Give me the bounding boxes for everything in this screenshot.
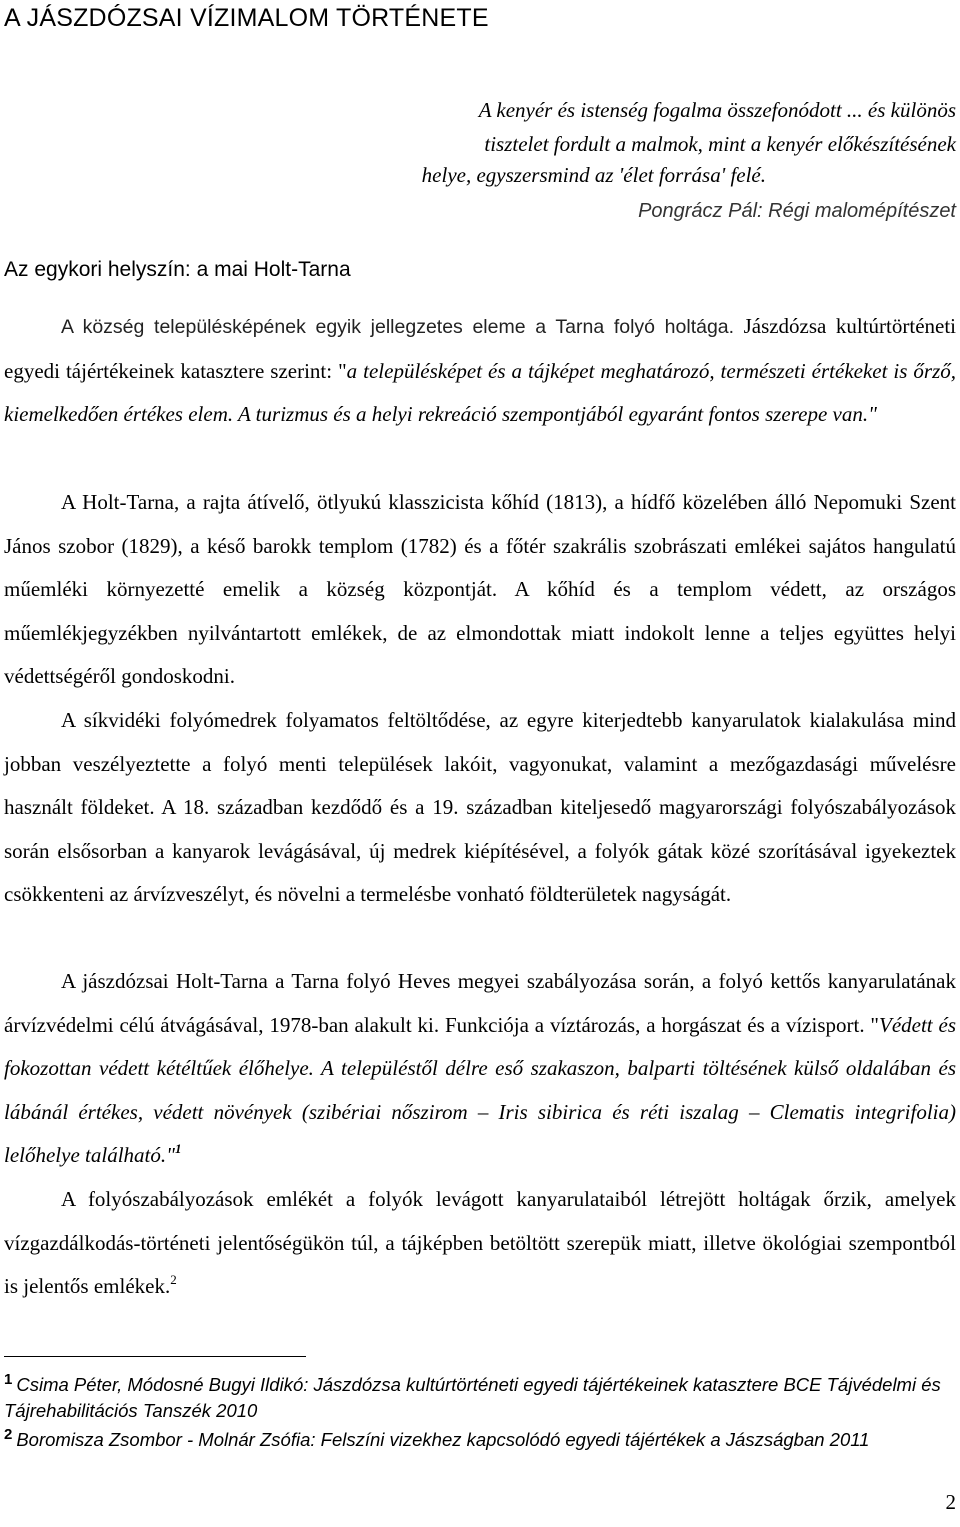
footnote-1-text: Csima Péter, Módosné Bugyi Ildikó: Jászdózsa kultúrtörténeti egyedi tájértékeinek katasztere BCE Tájvédelmi és Tájrehabilitációs Tanszék 2010 <box>4 1374 941 1421</box>
paragraph-5-text: A folyószabályozások emlékét a folyók levágott kanyarulataiból létrejött holtágak őrzik, amelyek vízgazdálkodás-történeti jelentőségükön túl, a tájképben betöltött szerepük miatt, illetve ökológiai szempontból is jelentős emlékek. <box>4 1187 956 1298</box>
page-title: A JÁSZDÓZSAI VÍZIMALOM TÖRTÉNETE <box>4 4 489 32</box>
paragraph-2: A Holt-Tarna, a rajta átívelő, ötlyukú klasszicista kőhíd (1813), a hídfő közelében álló Nepomuki Szent János szobor (1829), a késő barokk templom (1782) és a főtér szakrális szobrászati emlékei sajátos hangulatú műemléki környezetté emelik a község központját. A kőhíd és a templom védett, az országos műemlékjegyzékben nyilvántartott emlékek, de az elmondottak miatt indokolt lenne a teljes együttes helyi védettségéről gondoskodni. <box>4 490 956 688</box>
footnote-ref-2[interactable]: 2 <box>170 1272 177 1287</box>
paragraph-1-quote: a településképet és a tájképet meghatározó, természeti értékeket is őrző, kiemelkedően értékes elem. A turizmus és a helyi rekreáció szempontjából egyaránt fontos szerepe van. <box>4 358 957 426</box>
paragraph-1 <box>4 305 956 437</box>
paragraph-4 <box>4 960 956 1178</box>
paragraph-1-lead: A község településképének egyik jellegzetes eleme a Tarna folyó holtága. <box>61 316 735 338</box>
footnote-1-number: 1 <box>4 1371 13 1388</box>
epigraph-line-2: tisztelet fordult a malmok, mint a kenyér előkészítésének <box>484 132 956 156</box>
paragraph-3: A síkvidéki folyómedrek folyamatos feltöltődése, az egyre kiterjedtebb kanyarulatok kialakulása mind jobban veszélyeztette a folyó menti települések lakóit, vagyonukat, valamint a mezőgazdasági művelésre használt földeket. A 18. században kezdődő és a 19. században kiteljesedő magyarországi folyószabályozások során elsősorban a kanyarok levágásával, új medrek kiépítésével, a folyók gátak közé szorításával igyekeztek csökkenteni az árvízveszélyt, és növelni a termelésbe vonható földterületek nagyságát. <box>4 708 956 906</box>
paragraph-4-quote: Védett és fokozottan védett kétéltűek élőhelye. A településtől délre eső szakaszon, balparti töltésének külső oldalában és lábánál értékes, védett növények (szibériai nőszirom – Iris sibirica és réti iszalag – Clematis integrifolia) lelőhelye található. <box>4 1012 956 1167</box>
epigraph-attribution: Pongrácz Pál: Régi malomépítészet <box>638 200 956 222</box>
footnote-2-number: 2 <box>4 1426 13 1443</box>
footnote-2 <box>4 1427 944 1453</box>
paragraph-1-quote-end: " <box>868 402 877 426</box>
paragraph-4-text: A jászdózsai Holt-Tarna a Tarna folyó Heves megyei szabályozása során, a folyó kettős kanyarulatának árvízvédelmi célú átvágásával, 1978-ban alakult ki. Funkciója a víztározás, a horgászat és a vízisport. " <box>4 969 956 1037</box>
paragraph-1-text: Jászdózsa kultúrtörténeti egyedi tájértékeinek katasztere szerint: " <box>4 314 956 383</box>
footnote-ref-1[interactable]: 1 <box>174 1141 182 1156</box>
section-heading: Az egykori helyszín: a mai Holt-Tarna <box>4 258 351 281</box>
paragraph-4-quote-end: " <box>166 1143 175 1167</box>
footnote-2-text: Boromisza Zsombor - Molnár Zsófia: Felszíni vizekhez kapcsolódó egyedi tájértékek a Jászságban 2011 <box>16 1429 870 1450</box>
footnote-separator <box>4 1356 306 1357</box>
epigraph-line-1: A kenyér és istenség fogalma összefonódott ... és különös <box>478 98 956 122</box>
paragraph-5 <box>4 1178 956 1309</box>
page-number: 2 <box>945 1490 956 1514</box>
footnote-1 <box>4 1372 944 1424</box>
epigraph-line-3: helye, egyszersmind az 'élet forrása' felé. <box>421 163 766 187</box>
